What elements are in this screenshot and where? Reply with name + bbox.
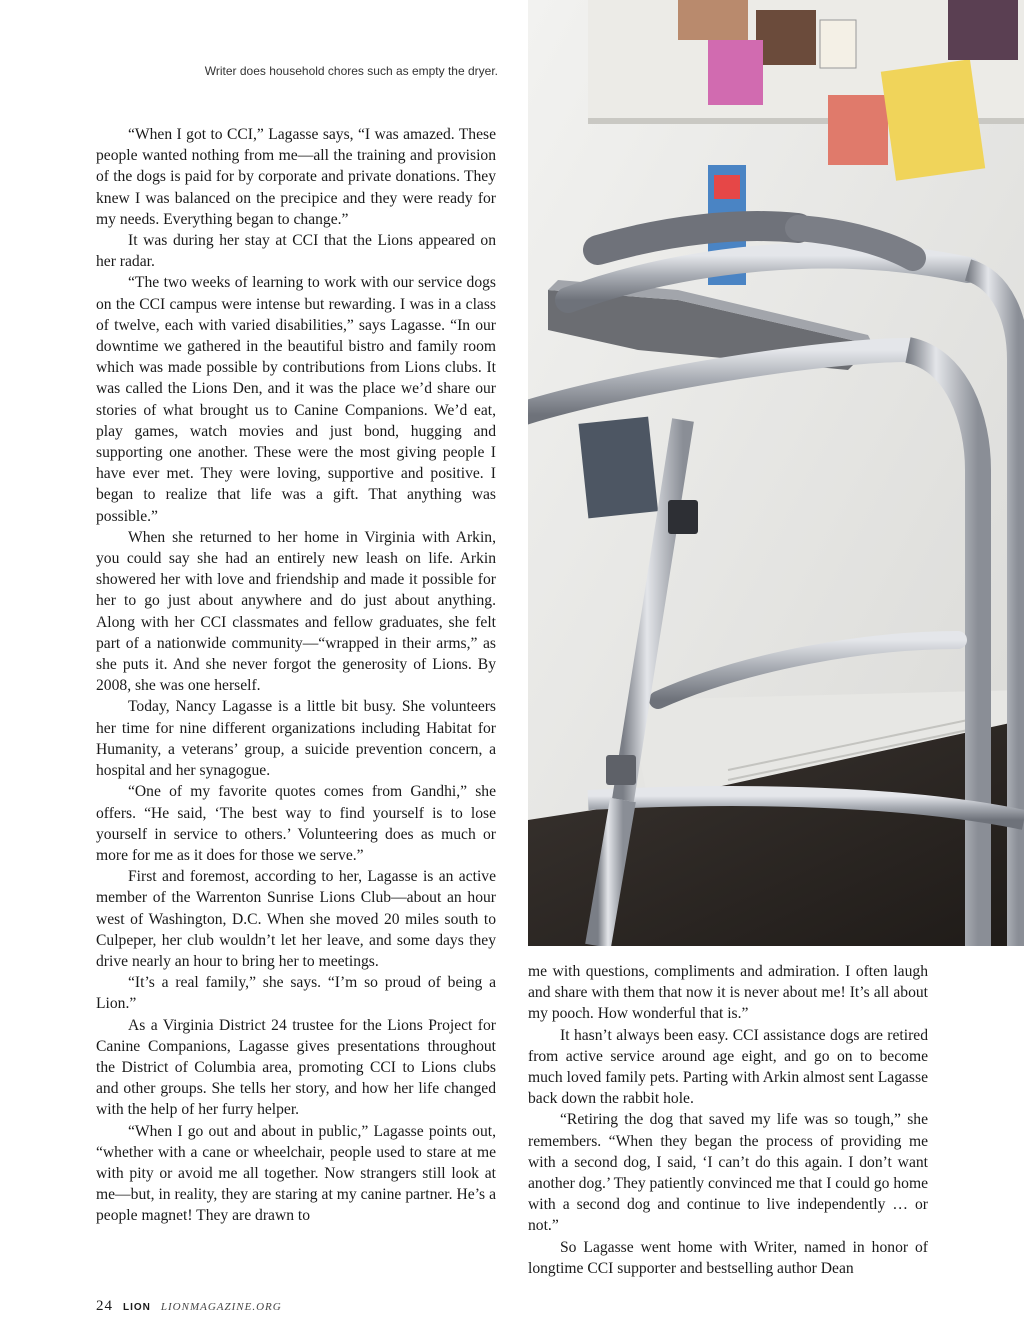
photo-caption: Writer does household chores such as empty the dryer.	[204, 64, 498, 78]
walker-photo	[528, 0, 1024, 946]
article-column-left	[96, 124, 496, 1227]
paragraph: It hasn’t always been easy. CCI assistance dogs are retired from active service around age eight, and go on to become much loved family pets. Parting with Arkin almost sent Lagasse back down the rabbit hole.	[528, 1026, 928, 1108]
magazine-url[interactable]: LIONMAGAZINE.ORG	[160, 1301, 282, 1313]
paragraph: me with questions, compliments and admiration. I often laugh and share with them that now it is never about me! It’s all about my pooch. How wonderful that is.”	[528, 963, 928, 1023]
paragraph: “It’s a real family,” she says. “I’m so proud of being a Lion.”	[96, 974, 496, 1013]
page-number: 24	[96, 1298, 113, 1314]
article-column-right	[528, 961, 928, 1279]
magazine-name: LION	[123, 1302, 151, 1313]
paragraph: “One of my favorite quotes comes from Gandhi,” she offers. “He said, ‘The best way to find yourself is to lose yourself in service to others.’ Volunteering does as much or more for me as it does for those we serve.”	[96, 783, 496, 864]
paragraph: “When I go out and about in public,” Lagasse points out, “whether with a cane or wheelchair, people used to stare at me with pity or avoid me all together. Now strangers still look at me—but, in reality, they are staring at my canine partner. He’s a people magnet! They are drawn to	[96, 1122, 496, 1225]
paragraph: So Lagasse went home with Writer, named in honor of longtime CCI supporter and bestselling author Dean	[528, 1238, 928, 1277]
paragraph: “Retiring the dog that saved my life was so tough,” she remembers. “When they began the process of providing me with a second dog, I said, ‘I can’t do this again. I don’t want another dog.’ They patiently convinced me that I could go home with a second dog and continue to live independently … or not.”	[528, 1111, 928, 1235]
paragraph: “When I got to CCI,” Lagasse says, “I was amazed. These people wanted nothing from me—all the training and provision of the dogs is paid for by corporate and private donations. They knew I was balanced on the precipice and they were ready for my needs. Everything began to change.”	[96, 126, 496, 228]
paragraph: It was during her stay at CCI that the Lions appeared on her radar.	[96, 232, 496, 271]
paragraph: Today, Nancy Lagasse is a little bit busy. She volunteers her time for nine different organizations including Habitat for Humanity, a veterans’ group, a suicide prevention concern, a hospital and her synagogue.	[96, 698, 496, 780]
page-footer	[96, 1298, 282, 1315]
paragraph: As a Virginia District 24 trustee for the Lions Project for Canine Companions, Lagasse gives presentations throughout the District of Columbia area, promoting CCI to Lions clubs and other groups. She tells her story, and how her life changed with the help of her furry helper.	[96, 1016, 496, 1119]
paragraph: First and foremost, according to her, Lagasse is an active member of the Warrenton Sunrise Lions Club—about an hour west of Washington, D.C. When she moved 20 miles south to Culpeper, her club wouldn’t let her leave, and some days they drive nearly an hour to bring her to meetings.	[96, 868, 496, 970]
paragraph: When she returned to her home in Virginia with Arkin, you could say she had an entirely new leash on life. Arkin showered her with love and friendship and made it possible for her to go just about anywhere and do just about anything. Along with her CCI classmates and fellow graduates, she felt part of a nationwide community—“wrapped in their arms,” as she puts it. And she never forgot the generosity of Lions. By 2008, she was one herself.	[96, 528, 496, 695]
walker-photo-illustration	[528, 0, 1024, 946]
paragraph: “The two weeks of learning to work with our service dogs on the CCI campus were intense but rewarding. I was in a class of twelve, each with varied disabilities,” says Lagasse. “In our downtime we gathered in the beautiful bistro and family room which was made possible by contributions from Lions clubs. It was called the Lions Den, and it was the place we’d share our stories of what brought us to Canine Companions. We’d eat, play games, watch movies and just bond, hugging and supporting one another. These were the most giving people I have ever met. They were loving, supportive and positive. I began to realize that life was a gift. That anything was possible.”	[96, 274, 496, 525]
